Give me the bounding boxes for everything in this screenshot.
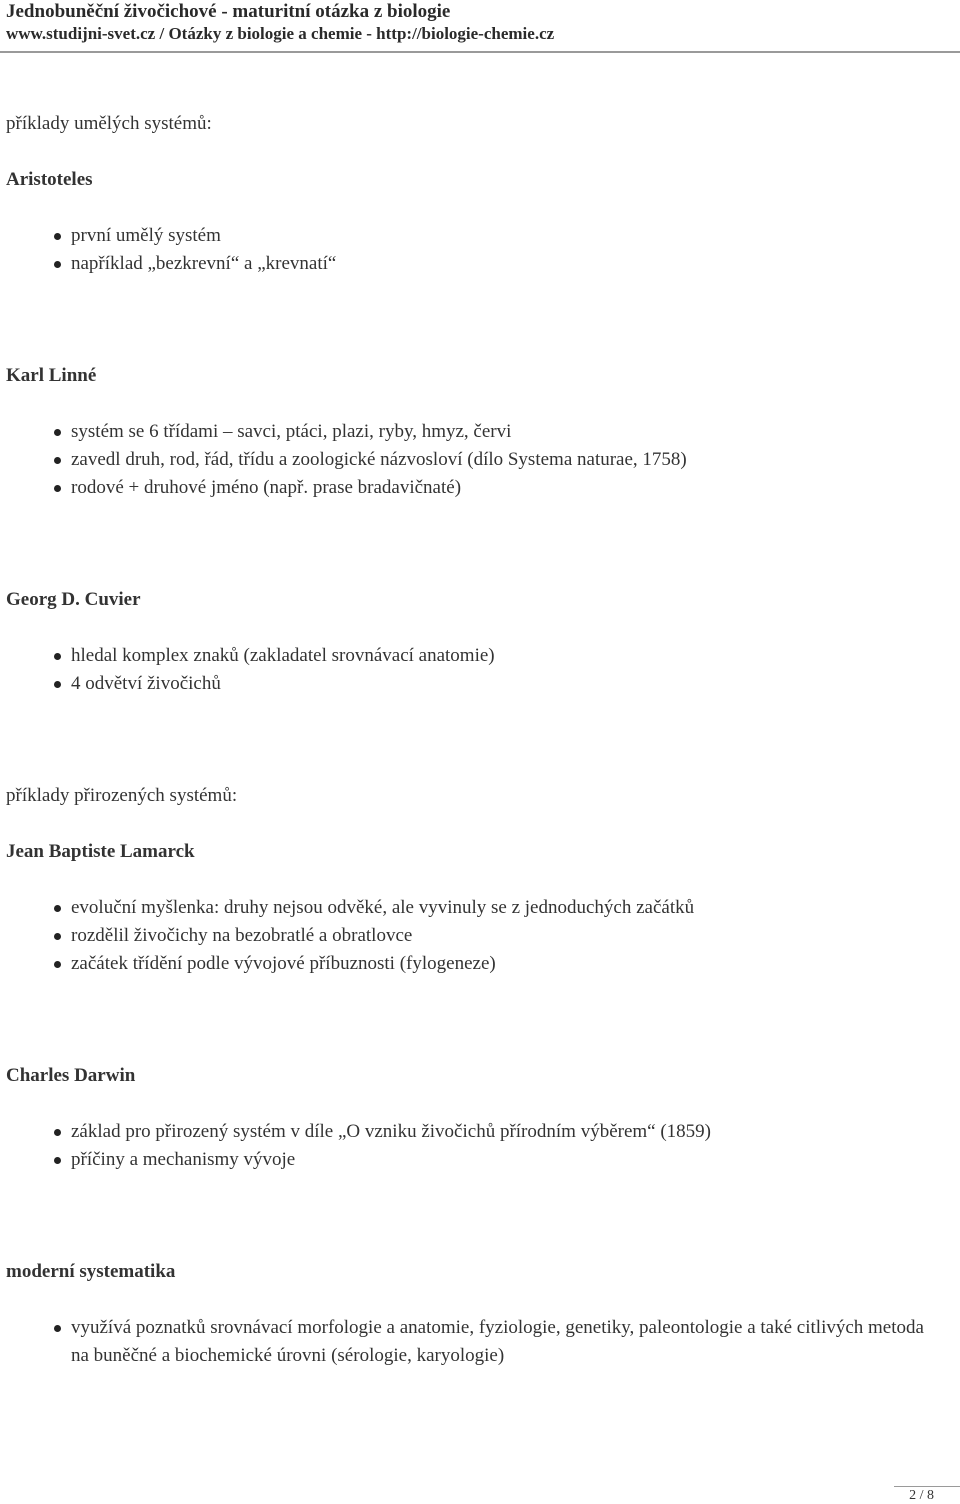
intro-natural-systems: příklady přirozených systémů: bbox=[6, 785, 238, 806]
list-item: rodové + druhové jméno (např. prase bradavičnaté) bbox=[71, 474, 946, 502]
bullet-list bbox=[6, 418, 946, 502]
footer-divider bbox=[894, 1486, 960, 1487]
page-number: 2 / 8 bbox=[909, 1488, 934, 1503]
document-body bbox=[6, 110, 946, 1370]
document-source: www.studijni-svet.cz / Otázky z biologie a chemie - http://biologie-chemie.cz bbox=[6, 24, 555, 43]
intro-artificial-systems: příklady umělých systémů: bbox=[6, 113, 212, 134]
bullet-list bbox=[6, 894, 946, 978]
section-title: Aristoteles bbox=[6, 169, 93, 190]
section-title: Georg D. Cuvier bbox=[6, 589, 141, 610]
list-item: evoluční myšlenka: druhy nejsou odvěké, ale vyvinuly se z jednoduchých začátků bbox=[71, 894, 946, 922]
list-item: hledal komplex znaků (zakladatel srovnávací anatomie) bbox=[71, 642, 946, 670]
section-title: Charles Darwin bbox=[6, 1065, 136, 1086]
list-item: využívá poznatků srovnávací morfologie a anatomie, fyziologie, genetiky, paleontologie a také citlivých metoda na buněčné a biochemické úrovni (sérologie, karyologie) bbox=[71, 1314, 946, 1370]
section-karl-linne bbox=[6, 362, 946, 502]
header-divider bbox=[0, 51, 960, 53]
section-darwin bbox=[6, 1062, 946, 1174]
list-item: systém se 6 třídami – savci, ptáci, plazi, ryby, hmyz, červi bbox=[71, 418, 946, 446]
list-item: například „bezkrevní“ a „krevnatí“ bbox=[71, 250, 946, 278]
list-item: příčiny a mechanismy vývoje bbox=[71, 1146, 946, 1174]
list-item: základ pro přirozený systém v díle „O vzniku živočichů přírodním výběrem“ (1859) bbox=[71, 1118, 946, 1146]
section-aristoteles bbox=[6, 166, 946, 278]
list-item: začátek třídění podle vývojové příbuznosti (fylogeneze) bbox=[71, 950, 946, 978]
list-item: první umělý systém bbox=[71, 222, 946, 250]
document-title: Jednobuněční živočichové - maturitní otázka z biologie bbox=[6, 1, 451, 22]
bullet-list bbox=[6, 1314, 946, 1370]
section-lamarck bbox=[6, 838, 946, 978]
bullet-list bbox=[6, 642, 946, 698]
list-item: rozdělil živočichy na bezobratlé a obratlovce bbox=[71, 922, 946, 950]
section-modern-systematics bbox=[6, 1258, 946, 1370]
bullet-list bbox=[6, 1118, 946, 1174]
bullet-list bbox=[6, 222, 946, 278]
section-cuvier bbox=[6, 586, 946, 698]
section-title: Jean Baptiste Lamarck bbox=[6, 841, 195, 862]
section-title: moderní systematika bbox=[6, 1261, 176, 1282]
list-item: 4 odvětví živočichů bbox=[71, 670, 946, 698]
page-header bbox=[6, 0, 954, 45]
list-item: zavedl druh, rod, řád, třídu a zoologické názvosloví (dílo Systema naturae, 1758) bbox=[71, 446, 946, 474]
section-title: Karl Linné bbox=[6, 365, 97, 386]
